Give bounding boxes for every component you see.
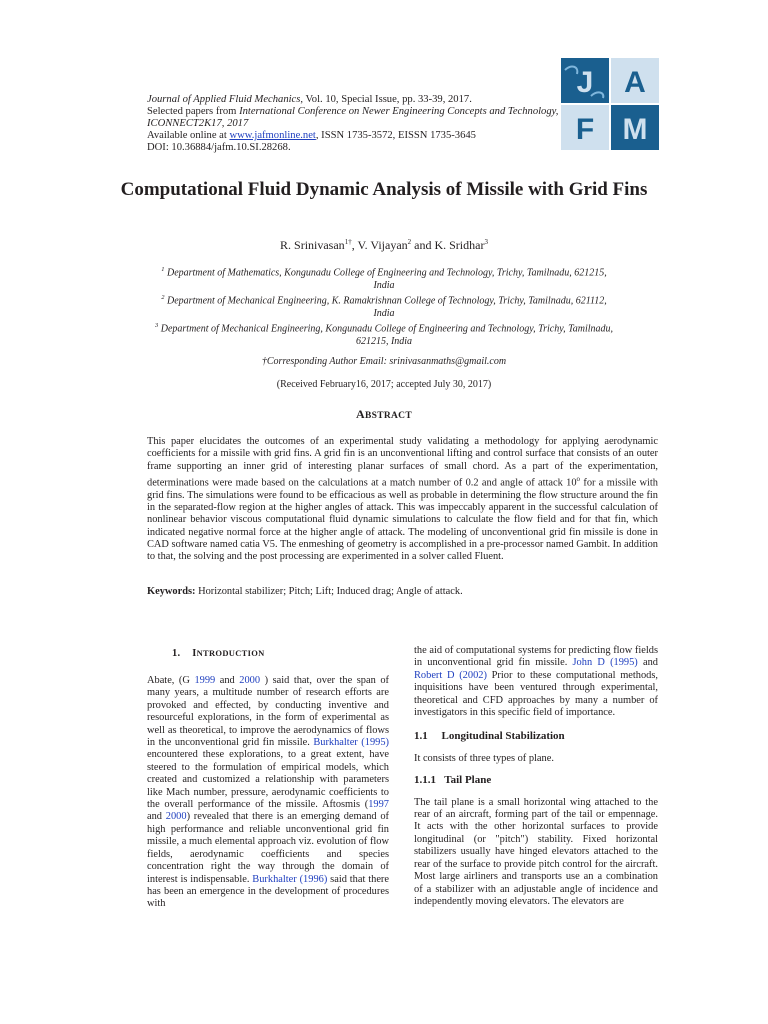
intro-continuation [414,645,658,719]
section-1-1-1-title: Tail Plane [444,774,492,787]
section-1-1-1-heading [414,774,658,786]
section-1-heading-rest: NTRODUCTION [196,648,265,658]
affiliation-2 [150,292,618,320]
affiliation-2-mark: 2 [161,294,165,302]
selected-prefix: Selected papers from [147,106,240,117]
keywords-label: Keywords: [147,586,196,597]
affiliations [150,264,618,348]
right-column [414,645,658,908]
citation-link-1999[interactable]: 1999 [194,675,216,686]
intro-cont-text-c: Prior to these computational methods, inquisitions have been ventured through experimental, theoretical and CFD approaches by many a number of investigators in this specific field of importance. [414,669,659,719]
intro-paragraph [147,675,389,911]
author-2-mark: 2 [407,238,412,246]
citation-link-1997[interactable]: 1997 [368,799,389,811]
section-1-1-heading [414,730,658,742]
jafm-logo [559,56,661,152]
availability-line [147,130,567,142]
issn-text: , ISSN 1735-3572, EISSN 1735-3645 [315,130,476,141]
intro-cont-text-a: the aid of computational systems for predicting flow fields in unconventional grid fin missile. [414,645,658,669]
logo-letter-a: A [624,66,646,99]
keywords-text: Horizontal stabilizer; Pitch; Lift; Induced drag; Angle of attack. [195,586,463,597]
affiliation-1-text: Department of Mathematics, Kongunadu College of Engineering and Technology, Trichy, Tamilnadu, 621215, India [164,267,607,291]
intro-text-f: ) revealed that there is an emerging demand of high performance and reliable unconventional grid fin missile, a much elemental approach viz. evolution of flow fields, aerodynamic coefficients and species concentration right the way through the domain of interest is indispensable. [147,811,390,885]
abstract-body [147,436,658,563]
paper-title: Computational Fluid Dynamic Analysis of Missile with Grid Fins [120,179,648,200]
intro-text-b: and [215,675,240,686]
left-column [147,675,389,911]
intro-text-a: Abate, (G [147,675,195,686]
logo-letter-j: J [576,66,594,99]
journal-citation-line [147,94,567,106]
tail-plane-paragraph: The tail plane is a small horizontal wing attached to the rear of an aircraft, forming part of the tail or empennage. It acts with the other horizontal surfaces to provide longitudinal (or "pitch") stability. Fixed horizontal stabilizers usually have hinged elevators attached to the rear of the surface to provide pitch control for the aircraft. Most large airliners and transports use an a combination of a stabilizer with an adjustable angle of incidence and independently moving elevators. The elevators are [414,796,658,907]
abstract-heading-rest: BSTRACT [364,411,412,421]
affiliation-2-text: Department of Mechanical Engineering, K. Ramakrishnan College of Technology, Trichy, Tamilnadu, 621112, India [164,295,607,319]
received-dates: (Received February16, 2017; accepted July 30, 2017) [276,379,492,390]
section-1-1-text: It consists of three types of plane. [414,752,554,764]
section-1-number: 1. [172,648,181,659]
intro-text-d: encountered these explorations, to a great extent, have steered to the formulation of empirical models, which created and customized a relationship with parameters like Mach number, pressure, aerodynamic coefficients to the overall performance of the missile. Aftosmis ( [147,749,389,811]
corresponding-author: †Corresponding Author Email: srinivasanmaths@gmail.com [261,356,507,367]
citation-link-robert-d-2002[interactable]: Robert D (2002) [414,669,487,681]
journal-name: Journal of Applied Fluid Mechanics [147,94,301,105]
keywords [147,586,658,597]
available-prefix: Available online at [147,130,230,141]
conference-line [147,106,567,130]
section-1-heading-initial: I [192,648,197,659]
affiliation-3-text: Department of Mechanical Engineering, Kongunadu College of Engineering and Technology, Trichy, Tamilnadu, 621215, India [158,323,614,348]
affiliation-3 [150,320,618,348]
citation-link-burkhalter-1996[interactable]: Burkhalter (1996) [252,873,328,885]
affiliation-1-mark: 1 [161,266,165,273]
conference-name: International Conference on Newer Engineering Concepts and Technology, ICONNECT2K17 [147,106,559,129]
logo-letter-f: F [575,113,595,146]
citation-link-2000[interactable]: 2000 [239,675,261,686]
affiliation-3-mark: 3 [154,322,159,330]
abstract-text-part-1: This paper elucidates the outcomes of an experimental study validating a methodology for applying aerodynamic coefficients for a missile with grid fins. A grid fin is an unconventional lifting and control surface that consists of an outer frame supporting an inner grid of interesting planar surfaces of small chord. As a part of the experimentation, determinations were made based on the calculations at a match number of 0.2 and angle of attack 10 [147,436,658,489]
conference-year: , 2017 [221,118,249,129]
author-3: and K. Sridhar [411,238,485,252]
abstract-heading-initial: A [356,407,365,421]
citation-link-aftosmis-2000[interactable]: 2000 [165,811,187,823]
section-1-1-title: Longitudinal Stabilization [441,730,565,743]
affiliation-1 [150,264,618,292]
intro-text-c: ) said that, over the span of many years, a multitude number of research efforts are provoked and effected, by conducting inventive and resourceful explorations, in the form of experimental as well as theoretical, to improve the aerodynamics of flows in the unconventional grid fin missile. [147,675,389,749]
author-1: R. Srinivasan [280,238,345,252]
author-1-mark: 1† [344,238,352,246]
logo-letter-m: M [622,113,648,146]
journal-website-link[interactable]: www.jafmonline.net [229,130,316,141]
citation-link-burkhalter-1995[interactable]: Burkhalter (1995) [313,737,389,749]
citation-link-john-d-1995[interactable]: John D (1995) [572,657,638,669]
author-2: , V. Vijayan [351,238,408,252]
intro-text-e: and [147,811,166,823]
doi-text: DOI: 10.36884/jafm.10.SI.28268. [147,142,291,153]
author-list [120,238,648,253]
journal-header [147,94,567,154]
intro-cont-text-b: and [637,657,658,669]
degree-mark: o [576,474,581,483]
intro-text-g: said that there has been an emergence in the development of procedures with [147,873,390,910]
section-1-1-1-number: 1.1.1 [414,774,436,787]
abstract-heading [120,407,648,422]
journal-details: , Vol. 10, Special Issue, pp. 33-39, 2017. [300,94,472,105]
section-1-heading [172,648,265,659]
author-3-mark: 3 [484,238,488,246]
section-1-1-number: 1.1 [414,730,428,743]
abstract-text-part-2: for a missile with grid fins. The simulations were found to be efficacious as well as probable in determining the flow structure around the fin in the separated-flow region at the higher angles of attack. This was impeccably apparent in the successful calculation of nonlinear behavior viscous computational fluid dynamic simulations to calculate the flow field and for that fin, which indicated negative normal force at the higher angle of attack. The modeling of unconventional grid fin missile is done in CAD software named catia V5. The enmeshing of geometry is accomplished in a pre-processor named Gambit. In addition to that, the solving and the post processing are experimented in a solver called Fluent. [147,477,658,563]
